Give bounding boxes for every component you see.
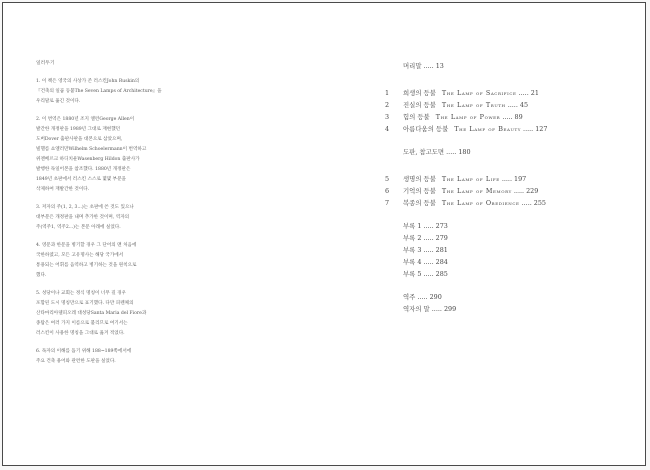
toc-appendix-1: 부록 1 ..... 273 (403, 222, 448, 230)
toc-appendix-4: 부록 4 ..... 284 (403, 258, 448, 266)
chapter-number: 3 (385, 113, 390, 121)
chapter-title-en: The Lamp of Obedience (441, 199, 520, 207)
toc-appendix-5: 부록 5 ..... 285 (403, 270, 448, 278)
chapter-page: ..... 89 (502, 113, 523, 121)
toc-appendix-2: 부록 2 ..... 279 (403, 234, 448, 242)
chapter-page: ..... 45 (507, 101, 529, 109)
note-3: 3. 저자의 주(1, 2, 3...)는 초판에 쓴 것도 있으나 대부분은 개정판을 내며 추가한 것이며, 역자의 주(역주1, 역주2...)는 본문 아래에 실었다. (36, 205, 134, 230)
note-4: 4. 영문과 한문을 병기할 경우 그 단어의 맨 처음에 국한하였고, 모든 고유명사는 해당 국가에서 통용되는 어휘를 음역하고 병기하는 것을 원칙으로 했다. (36, 243, 137, 278)
toc-chapter-6 (385, 185, 625, 197)
chapter-number: 6 (385, 187, 390, 195)
toc-chapter-1 (385, 87, 625, 99)
toc-appendix-3: 부록 3 ..... 281 (403, 246, 448, 254)
toc-chapter-3 (385, 111, 625, 123)
note-1: 1. 이 책은 영국의 사상가 존 러스킨John Ruskin의 『건축의 일곱 등불The Seven Lamps of Architecture』을 우리말로 옮긴 것이다. (36, 79, 162, 104)
chapter-title-ko: 생명의 등불 (403, 175, 436, 183)
chapter-title-en: The Lamp of Power (435, 113, 501, 121)
book-spread (2, 2, 646, 466)
chapter-title-en: The Lamp of Memory (441, 187, 512, 195)
toc-chapter-7 (385, 197, 625, 209)
toc-chapter-5 (385, 173, 625, 185)
chapter-title-ko: 복종의 등불 (403, 199, 436, 207)
toc-preface: 머리말 ..... 13 (403, 62, 444, 70)
chapter-page: ..... 127 (523, 125, 548, 133)
note-6: 6. 독자의 이해를 돕기 위해 188~189쪽에서에 주요 건축 용어와 관련한 도판을 실었다. (36, 349, 132, 364)
chapter-title-ko: 기억의 등불 (403, 187, 436, 195)
chapter-title-ko: 힘의 등불 (403, 113, 430, 121)
chapter-title-en: The Lamp of Truth (441, 101, 506, 109)
chapter-page: ..... 255 (521, 199, 546, 207)
toc-plates: 도판, 참고도면 ..... 180 (403, 148, 471, 156)
chapter-title-en: The Lamp of Beauty (454, 125, 521, 133)
chapter-page: ..... 21 (518, 89, 539, 97)
editorial-notes-page (36, 59, 188, 375)
toc-translator-afterword: 역자의 말 ..... 299 (403, 305, 457, 313)
chapter-number: 2 (385, 101, 390, 109)
chapter-number: 7 (385, 199, 390, 207)
note-2: 2. 이 번역은 1880년 조지 앨런George Allen이 발간한 개정판을 1989년 그대로 재현했던 도버Dover 출판사판을 대본으로 삼았으며, 빌헬름 쇼엘러만Wilhelm Schoelermann이 번역하고 위젠베르크 하디치운Wasenberg Hildon 출판사가 발행한 독일어본을 참조했다. 1880년 개정판은 1849년 초판에서 러스킨 스스로 몇몇 부분을 삭제하여 재발간한 것이다. (36, 117, 147, 192)
toc-chapter-4 (385, 123, 625, 135)
toc-chapter-2 (385, 99, 625, 111)
chapter-title-en: The Lamp of Sacrifice (441, 89, 517, 97)
chapter-number: 1 (385, 89, 390, 97)
chapter-page: ..... 197 (501, 175, 527, 183)
chapter-title-ko: 희생의 등불 (403, 89, 436, 97)
chapter-page: ..... 229 (513, 187, 539, 195)
notes-heading: 일러두기 (36, 61, 55, 66)
table-of-contents-page (385, 60, 625, 315)
chapter-number: 5 (385, 175, 390, 183)
chapter-title-ko: 아름다움의 등불 (403, 125, 449, 133)
toc-translator-notes: 역주 ..... 290 (403, 293, 442, 301)
chapter-number: 4 (385, 125, 390, 133)
chapter-title-en: The Lamp of Life (441, 175, 500, 183)
chapter-title-ko: 진실의 등불 (403, 101, 436, 109)
note-5: 5. 성당이나 교회는 정식 명칭이 너무 길 경우 포함된 도시 명칭만으로 표기했다. 다만 피렌체의 산타마리아델피오레 대성당Santa Maria del Fiore과 종탑은 여러 가지 이름으로 불리므로 여기서는 러스킨이 사용한 명칭을 그대로 옮겨 적었다. (36, 291, 147, 336)
